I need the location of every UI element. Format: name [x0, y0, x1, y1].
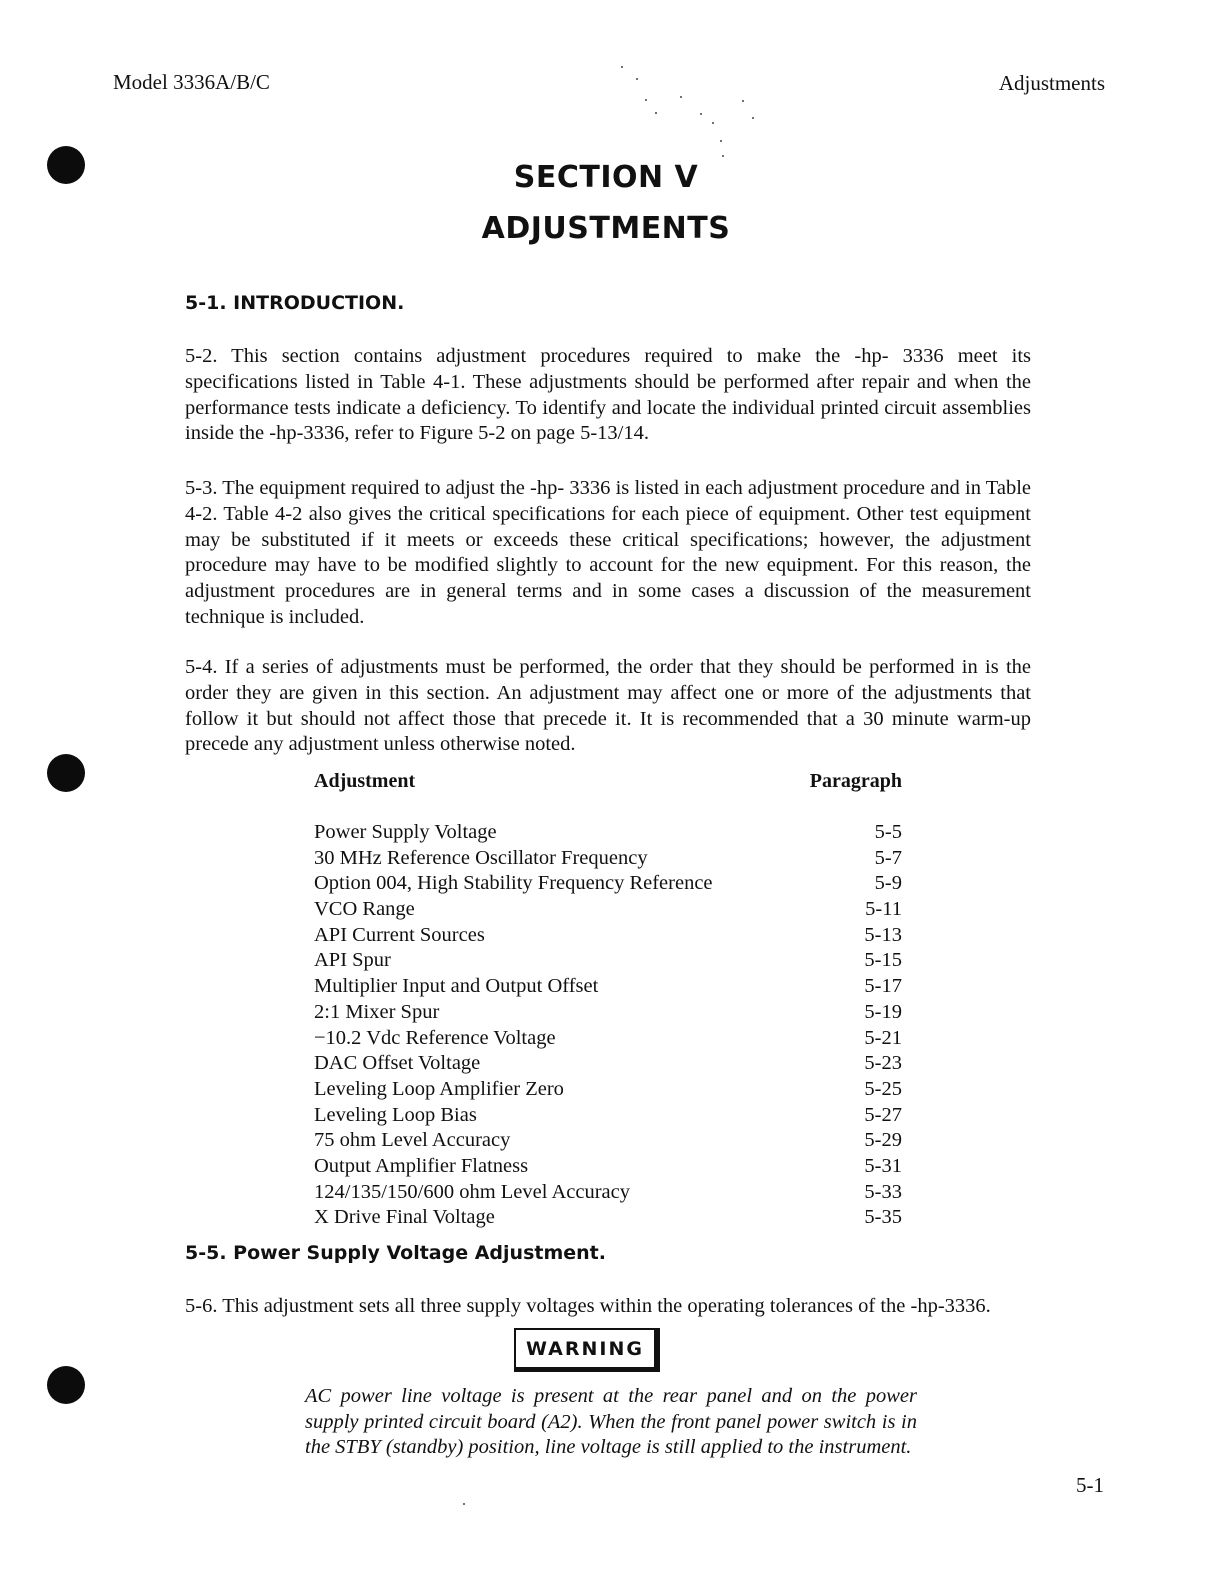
warning-label-box: [514, 1328, 660, 1372]
adjustment-name: 30 MHz Reference Oscillator Frequency: [314, 846, 648, 869]
table-row: [314, 820, 902, 846]
adjustment-name: Power Supply Voltage: [314, 821, 497, 843]
table-row: [314, 1154, 902, 1180]
adjustment-name: VCO Range: [314, 898, 415, 921]
table-row: [314, 897, 902, 923]
table-row: [314, 923, 902, 949]
adjustment-paragraph: 5-13: [864, 923, 902, 946]
table-header: [314, 770, 902, 820]
adjustment-name: Leveling Loop Amplifier Zero: [314, 1077, 564, 1100]
adjustment-paragraph: 5-29: [864, 1129, 902, 1152]
adjustment-paragraph: 5-23: [864, 1052, 902, 1075]
header-model: Model 3336A/B/C: [113, 70, 270, 94]
table-row: [314, 871, 902, 897]
table-row: [314, 1051, 902, 1077]
adjustment-paragraph: 5-35: [864, 1206, 902, 1229]
adjustment-name: 75 ohm Level Accuracy: [314, 1129, 511, 1152]
page-number: 5-1: [1076, 1473, 1104, 1497]
adjustment-name: 124/135/150/600 ohm Level Accuracy: [314, 1180, 630, 1203]
power-supply-heading: 5-5. Power Supply Voltage Adjustment.: [185, 1242, 606, 1264]
adjustment-paragraph: 5-7: [874, 846, 902, 869]
intro-heading: 5-1. INTRODUCTION.: [185, 292, 405, 314]
adjustment-name: Leveling Loop Bias: [314, 1103, 477, 1126]
column-header-paragraph: Paragraph: [809, 770, 902, 792]
paragraph-5-3: 5-3. The equipment required to adjust the -hp- 3336 is listed in each adjustment procedure and in Table 4-2. Table 4-2 also gives the critical specifications for each piece of equipment. Other test equipment may be substituted if it meets or exceeds these critical specifications; however, the adjustment procedure may have to be modified slightly to account for the new equipment. For this reason, the adjustment procedures are in general terms and in some cases a discussion of the measurement technique is included.: [185, 477, 1031, 628]
adjustment-name: X Drive Final Voltage: [314, 1206, 495, 1229]
adjustments-table: [314, 770, 902, 1231]
binder-hole-middle: [47, 754, 85, 792]
table-row: [314, 1026, 902, 1052]
paragraph-5-4: 5-4. If a series of adjustments must be performed, the order that they should be performed in is the order they are given in this section. An adjustment may affect one or more of the adjustments that follow it but should not affect those that precede it. It is recommended that a 30 minute warm-up precede any adjustment unless otherwise noted.: [185, 656, 1031, 756]
table-row: [314, 974, 902, 1000]
section-number-title: SECTION V: [513, 160, 699, 195]
table-row: [314, 1128, 902, 1154]
adjustment-name: API Current Sources: [314, 923, 485, 946]
paragraph-5-2: 5-2. This section contains adjustment procedures required to make the -hp- 3336 meet its specifications listed in Table 4-1. These adjustments should be performed after repair and when the performance tests indicate a deficiency. To identify and locate the individual printed circuit assemblies inside the -hp-3336, refer to Figure 5-2 on page 5-13/14.: [185, 345, 1031, 445]
adjustment-paragraph: 5-15: [864, 949, 902, 972]
adjustment-paragraph: 5-5: [874, 821, 902, 843]
binder-hole-bottom: [47, 1366, 85, 1404]
adjustment-paragraph: 5-33: [864, 1180, 902, 1203]
paragraph-5-6: 5-6. This adjustment sets all three supply voltages within the operating tolerances of the -hp-3336.: [185, 1295, 991, 1317]
column-header-adjustment: Adjustment: [314, 770, 416, 792]
table-row: [314, 1205, 902, 1231]
adjustment-paragraph: 5-21: [864, 1026, 902, 1049]
warning-label: WARNING: [526, 1337, 644, 1360]
table-row: [314, 1000, 902, 1026]
section-title: ADJUSTMENTS: [481, 211, 731, 246]
adjustment-paragraph: 5-11: [865, 898, 902, 921]
header-section-name: Adjustments: [998, 71, 1105, 95]
table-row: [314, 1077, 902, 1103]
adjustment-paragraph: 5-17: [864, 975, 902, 998]
table-body: [314, 820, 902, 1231]
table-row: [314, 846, 902, 872]
adjustment-name: 2:1 Mixer Spur: [314, 1000, 440, 1023]
warning-text: AC power line voltage is present at the rear panel and on the power supply printed circuit board (A2). When the front panel power switch is in the STBY (standby) position, line voltage is still applied to the instrument.: [305, 1385, 917, 1459]
adjustment-name: Multiplier Input and Output Offset: [314, 975, 599, 998]
adjustment-name: Option 004, High Stability Frequency Reference: [314, 872, 713, 895]
adjustment-name: API Spur: [314, 949, 391, 972]
adjustment-paragraph: 5-19: [864, 1000, 902, 1023]
adjustment-name: Output Amplifier Flatness: [314, 1154, 529, 1177]
adjustment-paragraph: 5-31: [864, 1154, 902, 1177]
table-row: [314, 1180, 902, 1206]
adjustment-paragraph: 5-27: [864, 1103, 902, 1126]
table-row: [314, 1103, 902, 1129]
adjustment-paragraph: 5-9: [874, 872, 902, 895]
adjustment-name: DAC Offset Voltage: [314, 1052, 481, 1075]
table-row: [314, 948, 902, 974]
adjustment-name: −10.2 Vdc Reference Voltage: [314, 1026, 556, 1049]
adjustment-paragraph: 5-25: [864, 1077, 902, 1100]
